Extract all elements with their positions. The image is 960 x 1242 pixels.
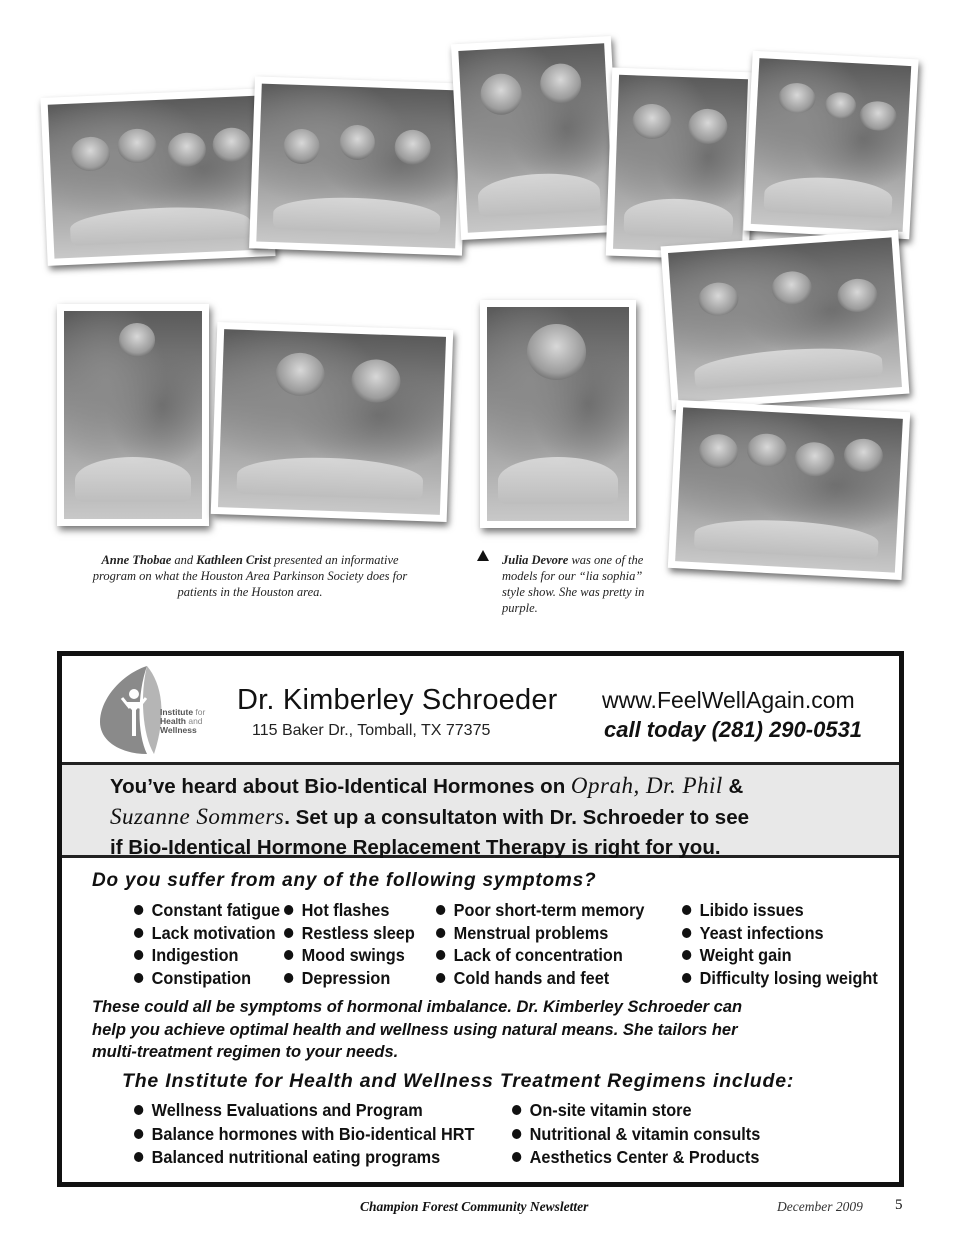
- symptom-item: Cold hands and feet: [436, 967, 644, 990]
- bullet-icon: [284, 973, 293, 983]
- newsletter-title: Champion Forest Community Newsletter: [360, 1199, 589, 1214]
- symptom-column-3: [436, 899, 660, 989]
- symptom-item: Menstrual problems: [436, 922, 644, 945]
- doctor-name: Dr. Kimberley Schroeder: [237, 684, 558, 716]
- bullet-icon: [134, 973, 143, 983]
- symptom-item: Lack of concentration: [436, 944, 644, 967]
- imbalance-line: These could all be symptoms of hormonal imbalance. Dr. Kimberley Schroeder can: [92, 998, 743, 1016]
- bullet-icon: [436, 973, 445, 983]
- regimen-column-1: [134, 1099, 500, 1170]
- symptom-item: Depression: [284, 967, 415, 990]
- photo-group-standing: [743, 51, 918, 239]
- bullet-icon: [284, 905, 293, 915]
- caption-julia-devore: [477, 552, 667, 616]
- bullet-icon: [134, 928, 143, 938]
- bullet-icon: [682, 950, 691, 960]
- bullet-icon: [284, 928, 293, 938]
- banner-text-1: You’ve heard about Bio-Identical Hormones on: [110, 775, 571, 798]
- symptom-item: Constipation: [134, 967, 280, 990]
- logo-text: [160, 708, 205, 735]
- banner-amp: &: [722, 775, 744, 798]
- symptom-item: Hot flashes: [284, 899, 415, 922]
- website-link[interactable]: www.FeelWellAgain.com: [602, 687, 855, 713]
- bullet-icon: [134, 1152, 143, 1162]
- symptom-item: Difficulty losing weight: [682, 967, 878, 990]
- imbalance-line: help you achieve optimal health and wellness using natural means. She tailors her: [92, 1020, 738, 1039]
- logo-line-2: Health: [160, 716, 186, 726]
- regimen-item: Nutritional & vitamin consults: [512, 1123, 760, 1147]
- caption-text-right: was one of the models for our “lia sophia” style show. She was pretty in purple.: [502, 553, 645, 615]
- bullet-icon: [682, 928, 691, 938]
- logo-and: and: [185, 716, 203, 726]
- symptom-item: Weight gain: [682, 944, 878, 967]
- bullet-icon: [134, 905, 143, 915]
- symptom-item: Restless sleep: [284, 922, 415, 945]
- bullet-icon: [682, 905, 691, 915]
- bullet-icon: [512, 1105, 521, 1115]
- logo-line-1: Institute: [160, 707, 194, 717]
- caption-name-anne: Anne Thobae: [101, 553, 172, 567]
- bullet-icon: [512, 1129, 521, 1139]
- photo-two-women-2: [606, 68, 755, 261]
- bullet-icon: [134, 950, 143, 960]
- caption-name-julia: Julia Devore: [502, 553, 569, 567]
- regimen-item: Balance hormones with Bio-identical HRT: [134, 1123, 475, 1147]
- advertisement-box: [57, 651, 904, 1187]
- photo-two-women-1: [451, 36, 621, 240]
- page-number: 5: [895, 1197, 903, 1213]
- bullet-icon: [512, 1152, 521, 1162]
- caption-and: and: [171, 553, 197, 567]
- regimens-heading: The Institute for Health and Wellness Treatment Regimens include:: [122, 1070, 795, 1092]
- ad-header: [62, 656, 899, 756]
- regimen-item: Balanced nutritional eating programs: [134, 1146, 475, 1170]
- banner-text-3: if Bio-Identical Hormone Replacement Therapy is right for you.: [110, 836, 721, 859]
- symptom-item: Poor short-term memory: [436, 899, 644, 922]
- bullet-icon: [682, 973, 691, 983]
- photo-table-group-1: [40, 88, 275, 266]
- bullet-icon: [436, 950, 445, 960]
- caption-name-kathleen: Kathleen Crist: [196, 553, 271, 567]
- symptom-item: Lack motivation: [134, 922, 280, 945]
- symptoms-heading: Do you suffer from any of the following symptoms?: [92, 870, 597, 891]
- photo-group-doghouse: [668, 400, 910, 580]
- symptom-item: Constant fatigue: [134, 899, 280, 922]
- symptom-column-1: [134, 899, 291, 989]
- doctor-address: 115 Baker Dr., Tomball, TX 77375: [252, 722, 491, 739]
- symptom-item: Libido issues: [682, 899, 878, 922]
- phone-number[interactable]: call today (281) 290-0531: [604, 717, 863, 742]
- regimen-item: On-site vitamin store: [512, 1099, 760, 1123]
- symptom-column-4: [682, 899, 893, 989]
- bullet-icon: [134, 1105, 143, 1115]
- banner-oprah: Oprah, Dr. Phil: [570, 773, 723, 798]
- caption-text-left: presented an informative program on what the Houston Area Parkinson Society does for patients in the Houston area.: [92, 553, 408, 599]
- symptom-item: Mood swings: [284, 944, 415, 967]
- regimen-item: Aesthetics Center & Products: [512, 1146, 760, 1170]
- regimen-column-2: [512, 1099, 779, 1170]
- newsletter-date: December 2009: [777, 1199, 863, 1214]
- logo-for: for: [193, 707, 206, 717]
- photo-speaker-podium: [57, 304, 209, 526]
- imbalance-paragraph: [92, 996, 852, 1064]
- photo-julia-devore: [480, 300, 636, 528]
- logo-line-3: Wellness: [160, 725, 197, 735]
- bullet-icon: [284, 950, 293, 960]
- symptom-item: Indigestion: [134, 944, 280, 967]
- bullet-icon: [134, 1129, 143, 1139]
- bullet-icon: [436, 905, 445, 915]
- symptom-item: Yeast infections: [682, 922, 878, 945]
- photo-table-group-2: [249, 76, 468, 255]
- photo-table-group-3: [661, 230, 910, 410]
- banner-text-2: . Set up a consultaton with Dr. Schroeder to see: [284, 806, 750, 829]
- hormones-banner: [62, 762, 899, 858]
- imbalance-line: multi-treatment regimen to your needs.: [92, 1043, 399, 1061]
- regimen-item: Wellness Evaluations and Program: [134, 1099, 475, 1123]
- symptom-column-2: [284, 899, 425, 989]
- bullet-icon: [436, 928, 445, 938]
- photo-anne-kathleen: [211, 322, 454, 522]
- caption-parkinson-program: [80, 552, 420, 600]
- banner-suzanne: Suzanne Sommers: [110, 804, 285, 829]
